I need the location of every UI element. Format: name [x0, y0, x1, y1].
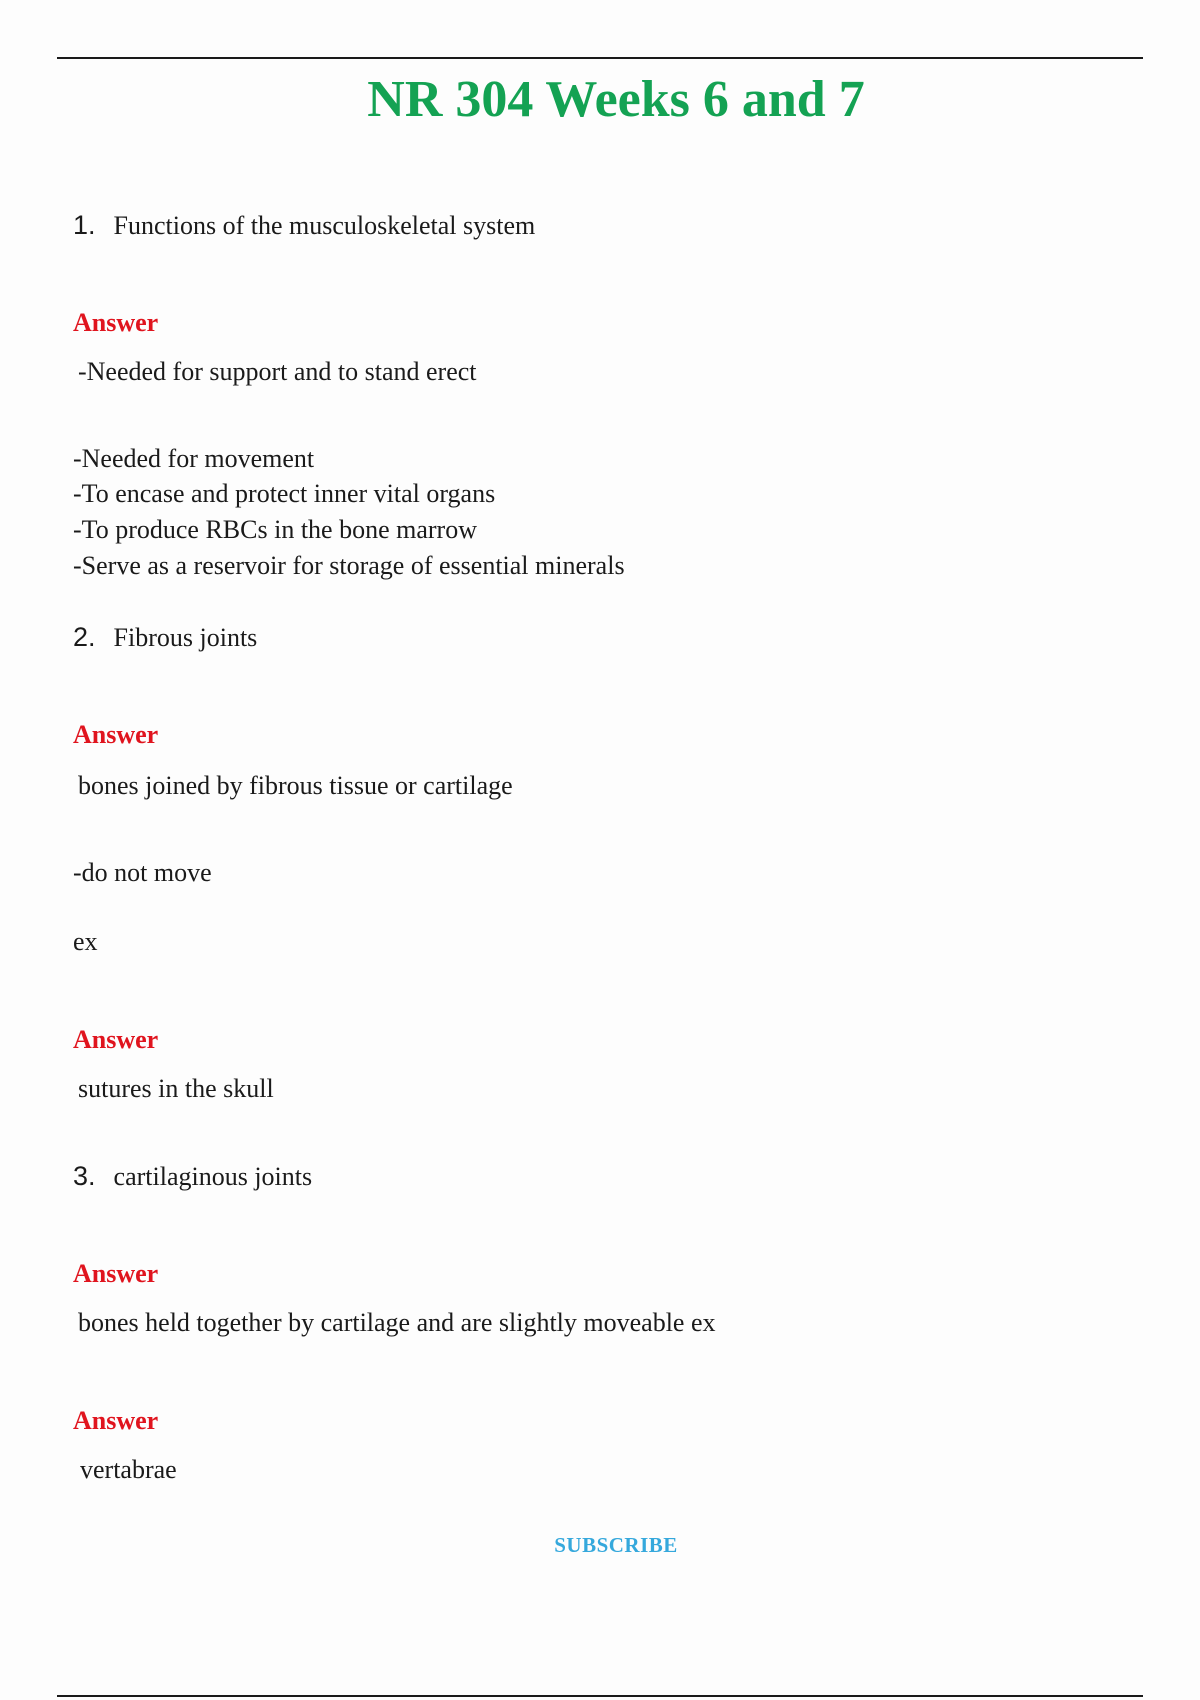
question-text: Functions of the musculoskeletal system — [113, 211, 536, 240]
bottom-divider — [57, 1695, 1143, 1697]
question-2 — [73, 622, 257, 653]
question-3 — [73, 1161, 312, 1192]
document-title: NR 304 Weeks 6 and 7 — [367, 71, 865, 128]
question-number: 1. — [73, 210, 96, 240]
question-1 — [73, 210, 535, 241]
top-divider — [57, 57, 1143, 59]
answer-line: bones joined by fibrous tissue or cartilage — [78, 771, 513, 800]
answer-line: -To produce RBCs in the bone marrow — [73, 515, 477, 544]
answer-line: -Serve as a reservoir for storage of essential minerals — [73, 551, 625, 580]
answer-label: Answer — [73, 1406, 159, 1435]
answer-label: Answer — [73, 1025, 159, 1054]
answer-line: -do not move — [73, 858, 212, 887]
answer-line: -To encase and protect inner vital organs — [73, 479, 496, 508]
answer-label: Answer — [73, 1259, 159, 1288]
question-text: cartilaginous joints — [113, 1162, 313, 1191]
answer-line: ex — [73, 927, 98, 956]
answer-line: -Needed for support and to stand erect — [78, 357, 477, 386]
question-number: 2. — [73, 622, 96, 652]
question-number: 3. — [73, 1161, 96, 1191]
answer-line: -Needed for movement — [73, 444, 315, 473]
answer-label: Answer — [73, 720, 159, 749]
answer-line: vertabrae — [80, 1455, 177, 1484]
answer-line: sutures in the skull — [78, 1074, 274, 1103]
answer-label: Answer — [73, 308, 159, 337]
answer-line: bones held together by cartilage and are slightly moveable ex — [78, 1308, 716, 1337]
question-text: Fibrous joints — [113, 623, 258, 652]
subscribe-link[interactable]: SUBSCRIBE — [554, 1533, 678, 1557]
